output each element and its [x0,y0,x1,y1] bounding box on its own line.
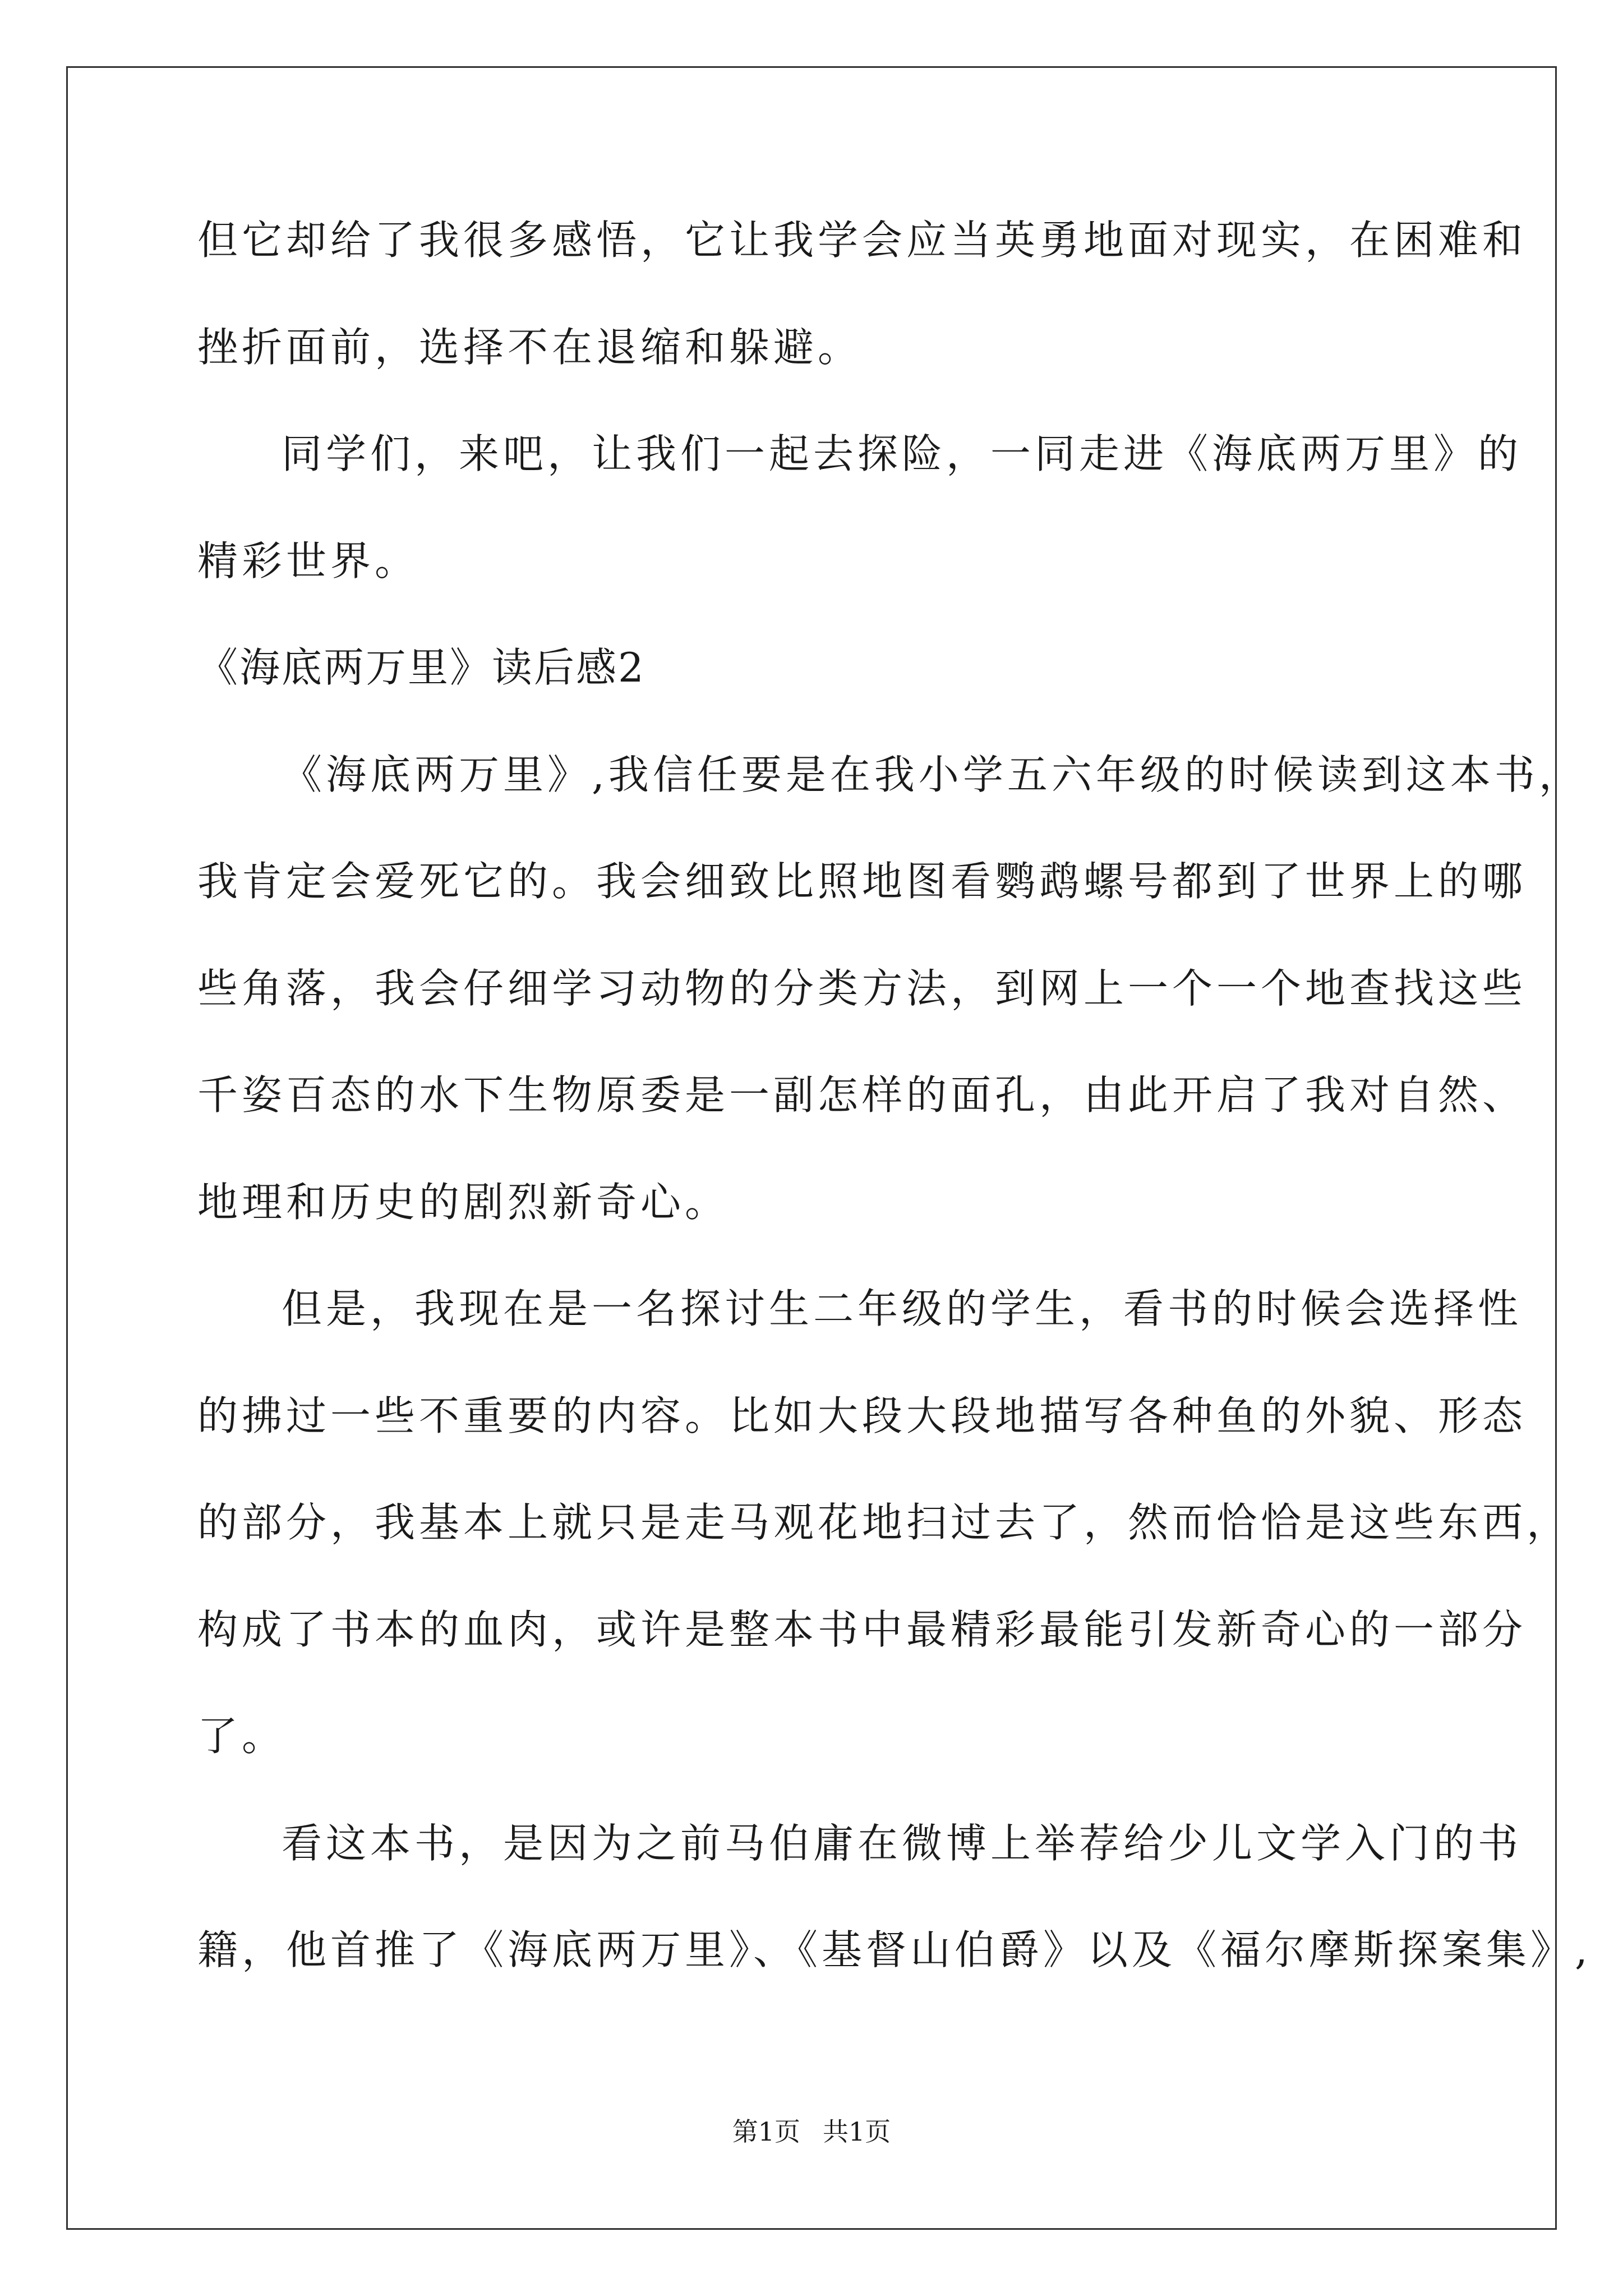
text-line: 精彩世界。 [197,537,419,585]
text-line: 千姿百态的水下生物原委是一副怎样的面孔，由此开启了我对自然、 [197,1071,1527,1119]
document-body [197,213,1592,2030]
text-line: 构成了书本的血肉，或许是整本书中最精彩最能引发新奇心的一部分 [197,1605,1527,1653]
text-line: 了。 [197,1713,287,1760]
text-line: 籍，他首推了《海底两万里》、《基督山伯爵》以及《福尔摩斯探案集》, [197,1926,1592,1973]
text-line: 的拂过一些不重要的内容。比如大段大段地描写各种鱼的外貌、形态 [197,1392,1527,1439]
text-line: 但是，我现在是一名探讨生二年级的学生，看书的时候会选择性 [282,1285,1523,1332]
text-line: 《海底两万里》,我信任要是在我小学五六年级的时候读到这本书， [282,751,1583,798]
text-line: 些角落，我会仔细学习动物的分类方法，到网上一个一个地查找这些 [197,964,1527,1012]
page-footer [0,2115,1623,2148]
text-line: 看这本书，是因为之前马伯庸在微博上举荐给少儿文学入门的书 [282,1819,1523,1867]
text-line: 但它却给了我很多感悟，它让我学会应当英勇地面对现实，在困难和 [197,217,1527,264]
section-heading: 《海底两万里》读后感2 [197,644,645,691]
text-line: 的部分，我基本上就只是走马观花地扫过去了，然而恰恰是这些东西， [197,1499,1571,1546]
text-line: 我肯定会爱死它的。我会细致比照地图看鹦鹉螺号都到了世界上的哪 [197,858,1527,905]
text-line: 挫折面前，选择不在退缩和躲避。 [197,323,863,371]
text-line: 地理和历史的剧烈新奇心。 [197,1178,730,1226]
page-total: 共1页 [823,2116,891,2147]
text-line: 同学们，来吧，让我们一起去探险，一同走进《海底两万里》的 [282,430,1523,477]
page-number: 第1页 [732,2116,800,2147]
